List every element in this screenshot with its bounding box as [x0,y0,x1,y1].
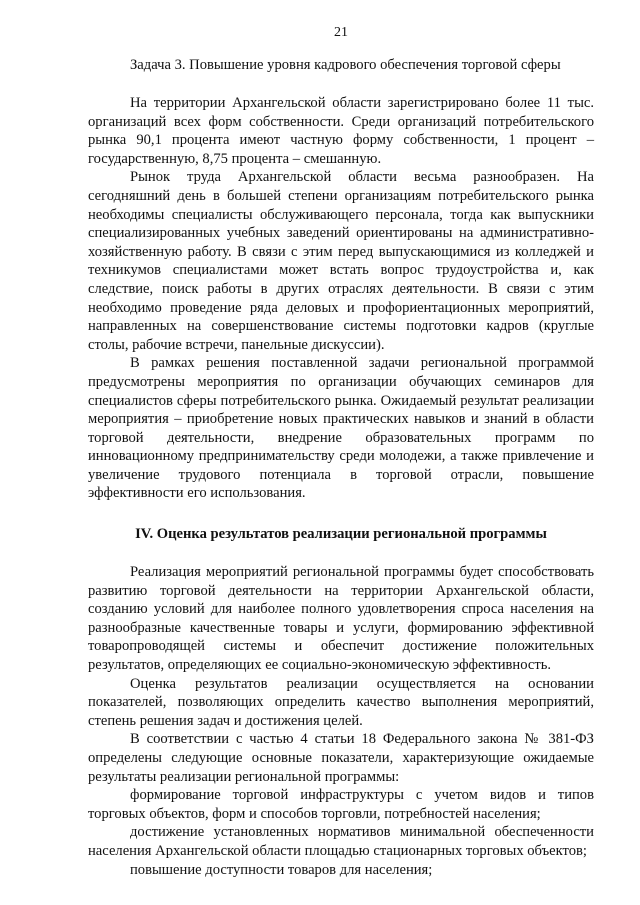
paragraph-indicator-infrastructure: формирование торговой инфраструктуры с учетом видов и типов торговых объектов, форм и способов торговли, потребностей населения; [88,787,594,822]
section-heading: IV. Оценка результатов реализации региональной программы [135,526,547,543]
document-page [88,24,594,879]
paragraph-federal-law-indicators: В соответствии с частью 4 статьи 18 Федерального закона № 381-ФЗ определены следующие основные показатели, характеризующие ожидаемые результаты реализации региональной программы: [88,731,594,785]
paragraph-labor-market: Рынок труда Архангельской области весьма разнообразен. На сегодняшний день в большей степени организациям потребительского рынка необходимы специалисты обслуживающего персонала, тогда как выпускники специализированных учебных заведений ориентированы на административно-хозяйственную работу. В связи с этим перед выпускающимися из колледжей и техникумов специалистами может встать вопрос трудоустройства и, как следствие, поиск работы в других отраслях деятельности. В связи с этим необходимо проведение ряда деловых и профориентационных мероприятий, направленных на совершенствование системы подготовки кадров (круглые столы, рабочие встречи, панельные дискуссии). [88,169,594,353]
paragraph-training-seminars: В рамках решения поставленной задачи региональной программой предусмотрены мероприятия по организации обучающих семинаров для специалистов сферы потребительского рынка. Ожидаемый результат реализации мероприятия – приобретение новых практических навыков и знаний в области торговой деятельности, внедрение образовательных программ по инновационному предпринимательству среди молодежи, а также привлечение и увеличение трудового потенциала в торговой отрасли, повышение эффективности его использования. [88,355,594,502]
task-title: Задача 3. Повышение уровня кадрового обеспечения торговой сферы [130,57,561,73]
paragraph-indicator-norms: достижение установленных нормативов минимальной обеспеченности населения Архангельской области площадью стационарных торговых объектов; [88,824,594,859]
paragraph-results-evaluation: Оценка результатов реализации осуществляется на основании показателей, позволяющих определить качество выполнения мероприятий, степень решения задач и достижения целей. [88,675,594,729]
paragraph-program-implementation: Реализация мероприятий региональной программы будет способствовать развитию торговой деятельности на территории Архангельской области, созданию условий для наиболее полного удовлетворения спроса населения на разнообразные качественные товары и услуги, формированию эффективной товаропроводящей системы и обеспечит достижение положительных результатов, определяющих ее социально-экономическую эффективность. [88,564,594,674]
paragraph-indicator-availability: повышение доступности товаров для населения; [130,861,433,878]
page-number: 21 [334,25,348,40]
paragraph-registered-organizations: На территории Архангельской области зарегистрировано более 11 тыс. организаций всех форм собственности. Среди организаций потребительского рынка 90,1 процента имеют частную форму собственности, 1 процент – государственную, 8,75 процента – смешанную. [88,95,594,167]
